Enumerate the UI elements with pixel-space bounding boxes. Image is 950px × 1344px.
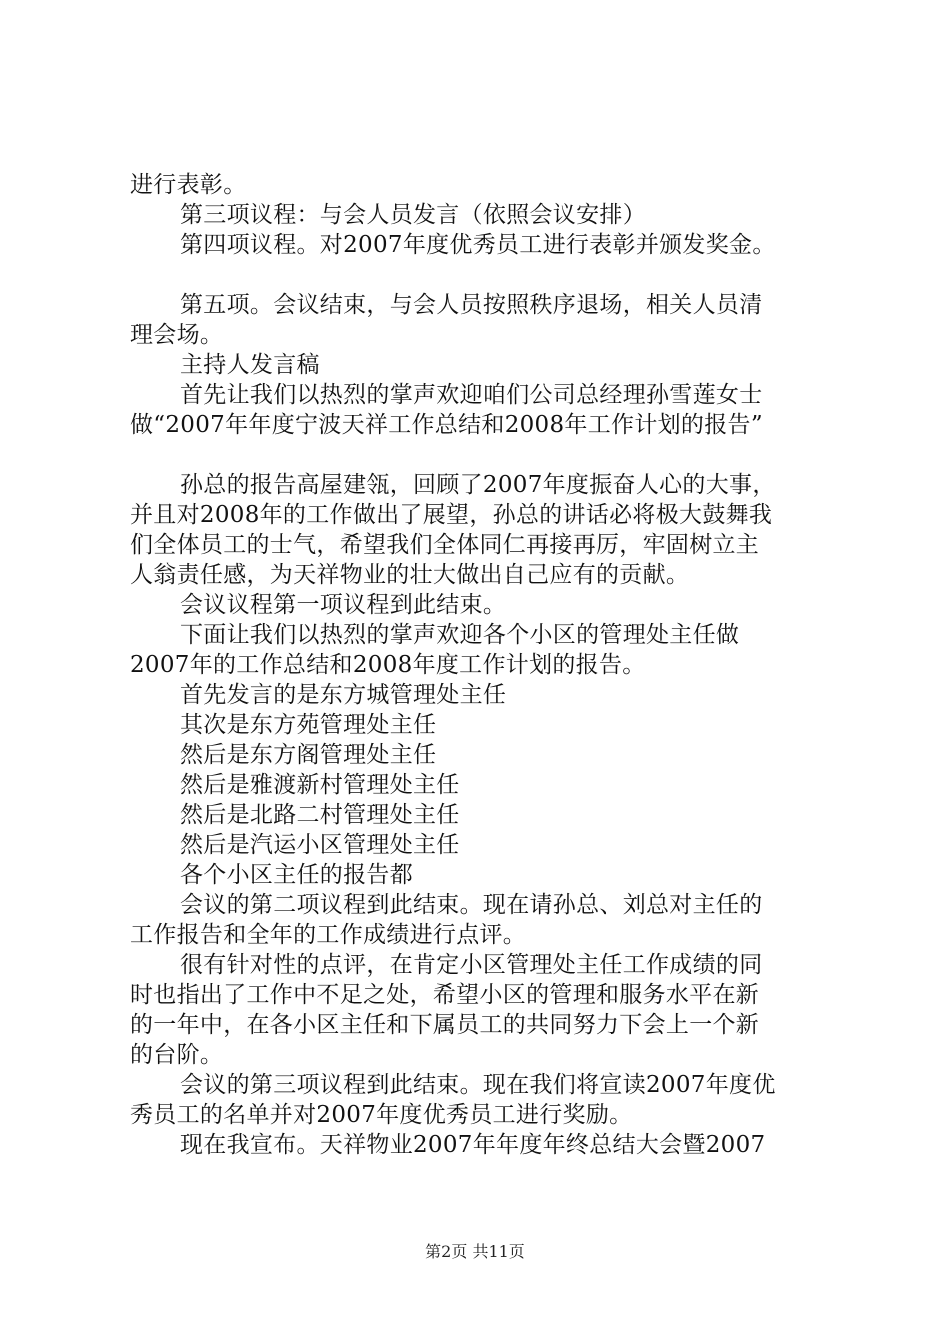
text-line: 然后是雅渡新村管理处主任 (180, 772, 460, 798)
text-line: 首先让我们以热烈的掌声欢迎咱们公司总经理孙雪莲女士 (180, 382, 763, 408)
text-line: 时也指出了工作中不足之处，希望小区的管理和服务水平在新 (130, 982, 760, 1008)
text-line: 第五项。会议结束，与会人员按照秩序退场，相关人员清 (180, 292, 763, 318)
text-line: 现在我宣布。天祥物业2007年年度年终总结大会暨2007 (180, 1132, 766, 1158)
text-line: 然后是汽运小区管理处主任 (180, 832, 460, 858)
text-line: 很有针对性的点评，在肯定小区管理处主任工作成绩的同 (180, 952, 763, 978)
text-line: 然后是北路二村管理处主任 (180, 802, 460, 828)
page-number-footer: 第2页 共11页 (425, 1242, 525, 1261)
text-line: 首先发言的是东方城管理处主任 (180, 682, 507, 708)
text-line: 会议的第三项议程到此结束。现在我们将宣读2007年度优 (180, 1072, 776, 1098)
text-line: 做“2007年年度宁波天祥工作总结和2008年工作计划的报告” (130, 412, 763, 438)
text-line: 并且对2008年的工作做出了展望，孙总的讲话必将极大鼓舞我 (130, 502, 773, 528)
text-line: 第四项议程。对2007年度优秀员工进行表彰并颁发奖金。 (180, 232, 776, 258)
text-line: 工作报告和全年的工作成绩进行点评。 (130, 922, 527, 948)
document-body (130, 170, 830, 1160)
text-line: 会议议程第一项议程到此结束。 (180, 592, 507, 618)
text-line: 们全体员工的士气，希望我们全体同仁再接再厉，牢固树立主 (130, 532, 760, 558)
text-line: 理会场。 (130, 322, 224, 348)
text-line: 主持人发言稿 (180, 352, 320, 378)
text-line: 其次是东方苑管理处主任 (180, 712, 437, 738)
text-line: 然后是东方阁管理处主任 (180, 742, 437, 768)
text-line: 秀员工的名单并对2007年度优秀员工进行奖励。 (130, 1102, 633, 1128)
text-line: 2007年的工作总结和2008年度工作计划的报告。 (130, 652, 646, 678)
text-line: 第三项议程：与会人员发言（依照会议安排） (180, 202, 646, 228)
text-line: 各个小区主任的报告都 (180, 862, 413, 888)
text-line: 的一年中，在各小区主任和下属员工的共同努力下会上一个新 (130, 1012, 760, 1038)
text-line: 会议的第二项议程到此结束。现在请孙总、刘总对主任的 (180, 892, 763, 918)
text-line: 孙总的报告高屋建瓴，回顾了2007年度振奋人心的大事， (180, 472, 776, 498)
text-line: 进行表彰。 (130, 172, 247, 198)
blank-line (130, 440, 830, 470)
text-line: 下面让我们以热烈的掌声欢迎各个小区的管理处主任做 (180, 622, 740, 648)
blank-line (130, 260, 830, 290)
text-line: 人翁责任感，为天祥物业的壮大做出自己应有的贡献。 (130, 562, 690, 588)
text-line: 的台阶。 (130, 1042, 224, 1068)
